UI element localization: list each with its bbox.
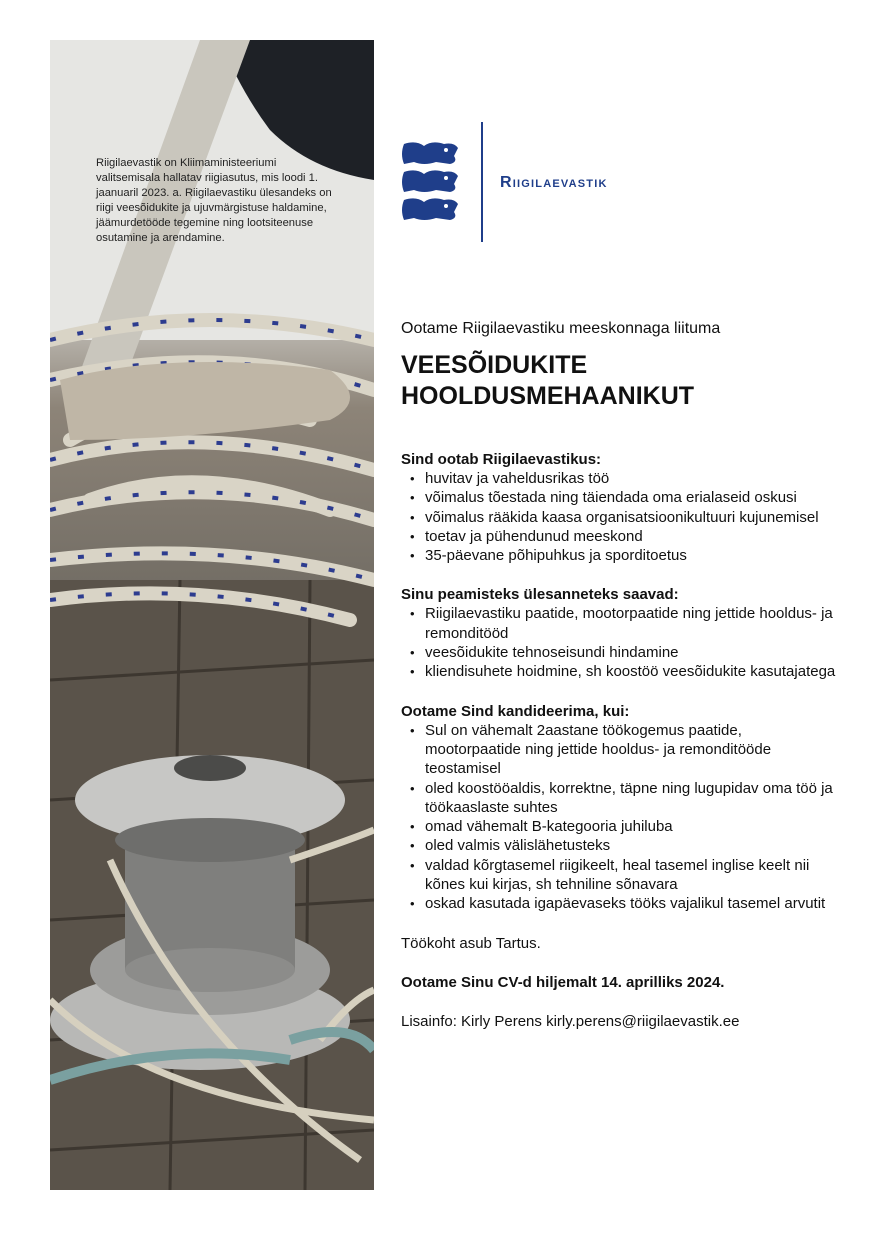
list-item: • valdad kõrgtasemel riigikeelt, heal tasemel inglise keelt nii kõnes kui kirjas, sh tehniline sõnavara: [401, 856, 841, 895]
list-item: • oskad kasutada igapäevaseks tööks vajalikul tasemel arvutit: [401, 894, 841, 913]
list-item: • omad vähemalt B-kategooria juhiluba: [401, 817, 841, 836]
list-item: • oled valmis välislähetusteks: [401, 836, 841, 855]
list-item: • veesõidukite tehnoseisundi hindamine: [401, 643, 841, 662]
tasks-list: [401, 604, 841, 681]
list-item: • võimalus tõestada ning täiendada oma erialaseid oskusi: [401, 488, 841, 507]
list-item: • kliendisuhete hoidmine, sh koostöö veesõidukite kasutajatega: [401, 662, 841, 681]
offer-list: [401, 469, 841, 565]
subtitle: Ootame Riigilaevastiku meeskonnaga liituma: [401, 320, 721, 337]
logo-wordmark: Riigilaevastik: [500, 174, 608, 191]
deadline-text: Ootame Sinu CV-d hiljemalt 14. aprilliks 2024.: [401, 973, 725, 991]
list-item: • võimalus rääkida kaasa organisatsioonikultuuri kujunemisel: [401, 508, 841, 527]
contact-text: Lisainfo: Kirly Perens kirly.perens@riigilaevastik.ee: [401, 1012, 740, 1030]
list-item: • oled koostööaldis, korrektne, täpne ning lugupidav oma töö ja töökaaslaste suhtes: [401, 779, 841, 818]
offer-section: [401, 450, 841, 565]
tasks-section: [401, 585, 841, 681]
intro-text: Riigilaevastik on Kliimaministeeriumi valitsemisala hallatav riigiasutus, mis loodi 1. jaanuaril 2023. a. Riigilaevastiku ülesandeks on riigi veesõidukite ja ujuvmärgistuse haldamine, jäämurdetööde tegemine ning lootsiteenuse osutamine ja arendamine.: [96, 157, 332, 244]
list-item: • toetav ja pühendunud meeskond: [401, 527, 841, 546]
requirements-list: [401, 721, 841, 914]
list-item: • 35-päevane põhipuhkus ja sporditoetus: [401, 546, 841, 565]
list-item: • huvitav ja vaheldusrikas töö: [401, 469, 841, 488]
job-ad-content: [401, 320, 841, 1051]
coat-of-arms-icon: [400, 140, 462, 224]
tasks-heading: Sinu peamisteks ülesanneteks saavad:: [401, 586, 679, 604]
job-title-line-2: HOOLDUSMEHAANIKUT: [401, 382, 695, 410]
list-item: • Riigilaevastiku paatide, mootorpaatide ning jettide hooldus- ja remonditööd: [401, 604, 841, 643]
job-title: [401, 350, 841, 412]
requirements-heading: Ootame Sind kandideerima, kui:: [401, 702, 630, 720]
job-title-line-1: VEESÕIDUKITE: [401, 351, 588, 379]
location-text: Töökoht asub Tartus.: [401, 934, 541, 952]
offer-heading: Sind ootab Riigilaevastikus:: [401, 451, 602, 468]
list-item: • Sul on vähemalt 2aastane töökogemus paatide, mootorpaatide ning jettide hooldus- ja remonditööde teostamisel: [401, 721, 841, 779]
logo-divider: [481, 122, 483, 242]
requirements-section: [401, 702, 841, 914]
